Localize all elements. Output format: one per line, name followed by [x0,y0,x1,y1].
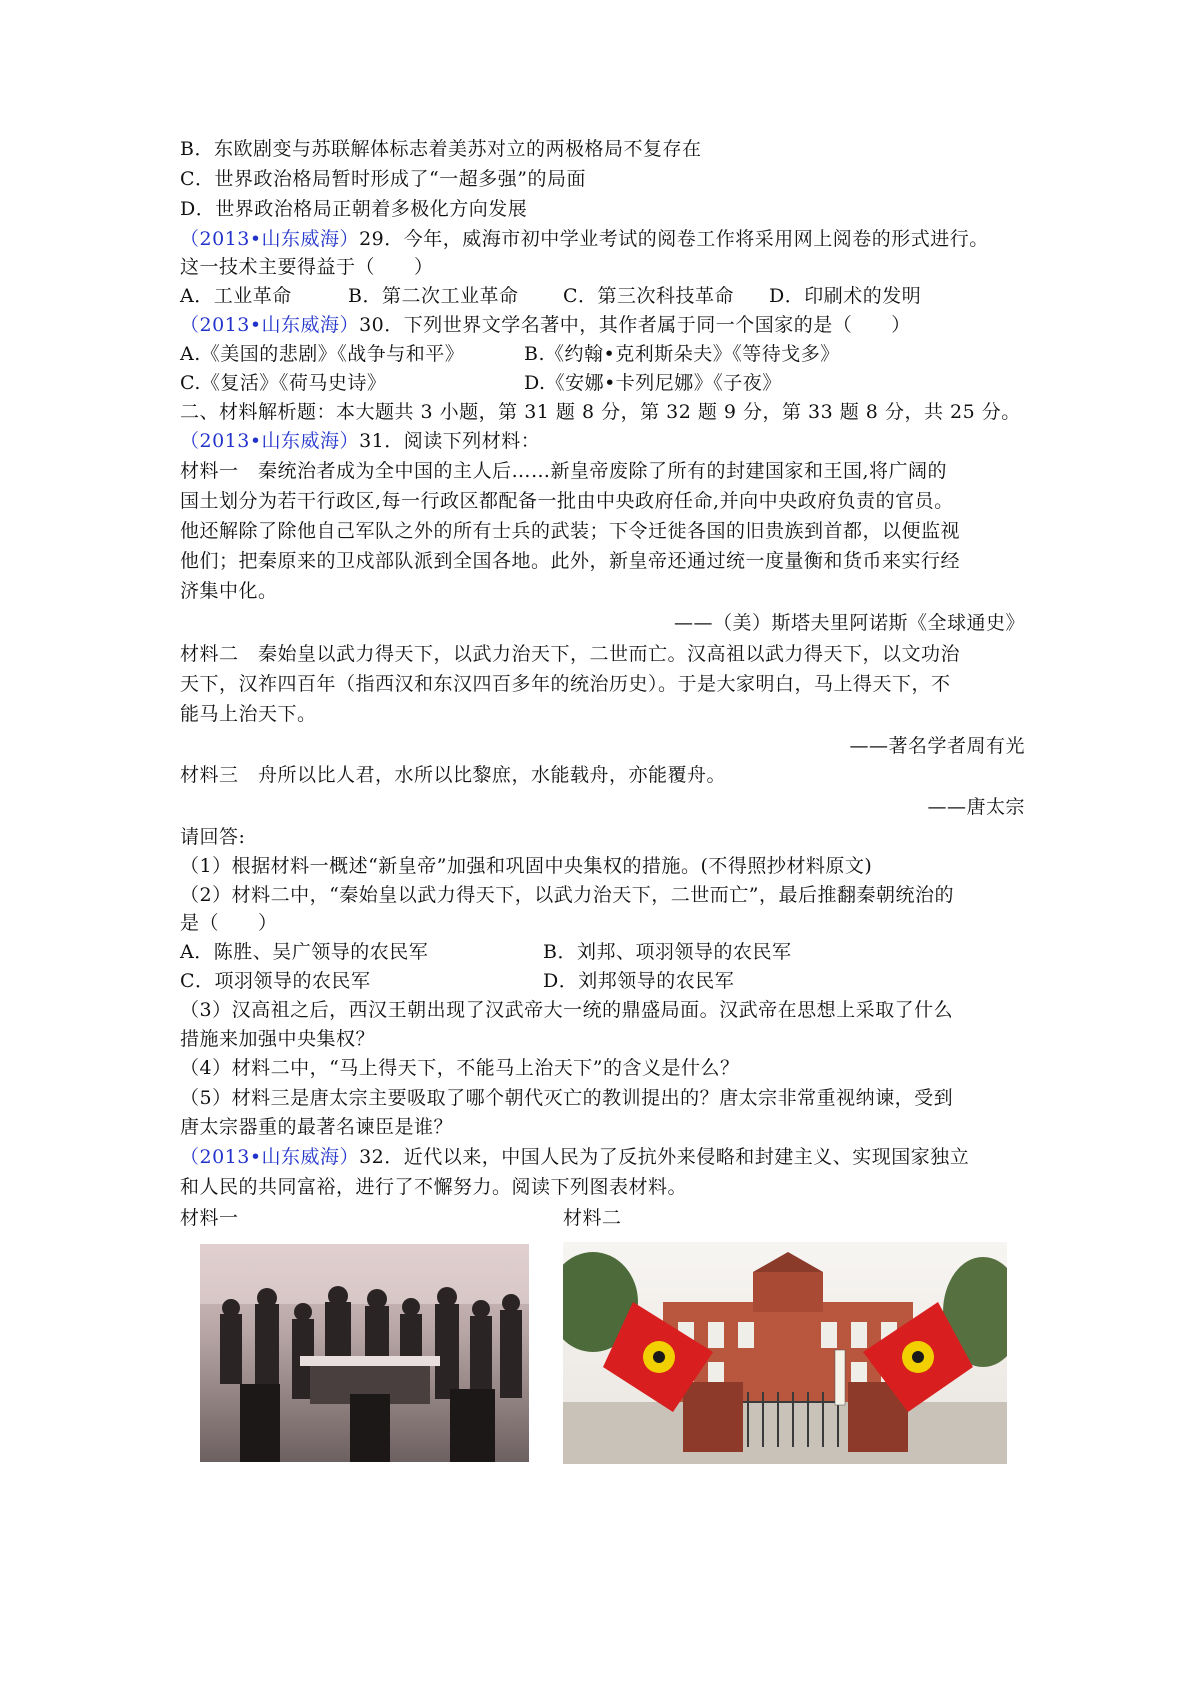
q28-option-b: B．东欧剧变与苏联解体标志着美苏对立的两极格局不复存在 [180,138,702,160]
q30-option-d: D.《安娜•卡列尼娜》《子夜》 [524,372,782,394]
q30-text: 30．下列世界文学名著中，其作者属于同一个国家的是（ ） [359,314,911,336]
q31-sub-1: （1）根据材料一概述“新皇帝”加强和巩固中央集权的措施。(不得照抄材料原文) [180,855,873,877]
q29-option-c: C．第三次科技革命 [563,285,735,307]
q31-material-1-source: ——（美）斯塔夫里阿诺斯《全球通史》 [673,612,1025,634]
q32-source: （2013•山东威海） [180,1146,360,1168]
museum-building-photo [563,1242,1007,1464]
q32-material-2-label: 材料二 [563,1207,622,1229]
q31-sub-2-option-c: C．项羽领导的农民军 [180,970,371,992]
q31-sub-4: （4）材料二中，“马上得天下，不能马上治天下”的含义是什么？ [180,1057,740,1079]
q31-material-2-source: ——著名学者周有光 [849,735,1025,757]
q31-material-3-source: ——唐太宗 [927,796,1025,818]
q31-material-1-line: 他还解除了除他自己军队之外的所有士兵的武装；下令迁徙各国的旧贵族到首都，以便监视 [180,520,961,542]
q31-ask: 请回答: [180,826,246,848]
q31-text: 31．阅读下列材料： [359,430,541,452]
q28-option-d: D．世界政治格局正朝着多极化方向发展 [180,198,528,220]
q29-option-b: B．第二次工业革命 [348,285,519,307]
q30-stem [180,310,1030,340]
q30-source: （2013•山东威海） [180,314,360,336]
q30-option-b: B.《约翰•克利斯朵夫》《等待戈多》 [524,343,840,365]
section-2-heading: 二、材料解析题：本大题共 3 小题，第 31 题 8 分，第 32 题 9 分，第 33 题 8 分，共 25 分。 [180,401,1021,423]
q31-sub-2: （2）材料二中，“秦始皇以武力得天下，以武力治天下，二世而亡”，最后推翻秦朝统治的 [180,884,955,906]
q31-material-3: 材料三 舟所以比人君，水所以比黎庶，水能载舟，亦能覆舟。 [180,764,727,786]
q31-material-1-line: 他们；把秦原来的卫戍部队派到全国各地。此外，新皇帝还通过统一度量衡和货币来实行经 [180,550,961,572]
q28-option-c: C．世界政治格局暂时形成了“一超多强”的局面 [180,168,586,190]
q32-stem-cont: 和人民的共同富裕，进行了不懈努力。阅读下列图表材料。 [180,1176,688,1198]
q29-option-d: D．印刷术的发明 [769,285,922,307]
q31-sub-5-cont: 唐太宗器重的最著名谏臣是谁？ [180,1116,454,1138]
q31-sub-2-option-a: A．陈胜、吴广领导的农民军 [180,941,429,963]
q31-material-2-line: 天下，汉祚四百年（指西汉和东汉四百多年的统治历史）。于是大家明白，马上得天下，不 [180,673,951,695]
q29-stem [180,224,1030,254]
q32-stem [180,1142,1030,1172]
q31-stem [180,426,1030,456]
q31-sub-5: （5）材料三是唐太宗主要吸取了哪个朝代灭亡的教训提出的？唐太宗非常重视纳谏，受到 [180,1087,954,1109]
q29-option-a: A．工业革命 [180,285,292,307]
q29-stem-cont: 这一技术主要得益于（ ） [180,256,434,278]
q32-text: 32．近代以来，中国人民为了反抗外来侵略和封建主义、实现国家独立 [359,1146,970,1168]
historical-group-photo [200,1244,529,1462]
q31-sub-3: （3）汉高祖之后，西汉王朝出现了汉武帝大一统的鼎盛局面。汉武帝在思想上采取了什么 [180,999,954,1021]
q31-sub-2-option-d: D．刘邦领导的农民军 [543,970,735,992]
q31-sub-2-cont: 是（ ） [180,912,278,934]
q31-source: （2013•山东威海） [180,430,360,452]
q30-option-a: A.《美国的悲剧》《战争与和平》 [180,343,465,365]
q31-sub-3-cont: 措施来加强中央集权？ [180,1028,376,1050]
q31-material-1-line: 国土划分为若干行政区,每一行政区都配备一批由中央政府任命,并向中央政府负责的官员。 [180,490,954,512]
q29-source: （2013•山东威海） [180,228,360,250]
q31-material-2-line: 材料二 秦始皇以武力得天下，以武力治天下，二世而亡。汉高祖以武力得天下，以文功治 [180,643,961,665]
q32-material-1-label: 材料一 [180,1207,239,1229]
q31-sub-2-option-b: B．刘邦、项羽领导的农民军 [543,941,792,963]
q31-material-1-line: 济集中化。 [180,580,278,602]
q31-material-1-line: 材料一 秦统治者成为全中国的主人后……新皇帝废除了所有的封建国家和王国,将广阔的 [180,460,948,482]
q31-material-2-line: 能马上治天下。 [180,703,317,725]
q30-option-c: C.《复活》《荷马史诗》 [180,372,387,394]
q29-text: 29．今年，威海市初中学业考试的阅卷工作将采用网上阅卷的形式进行。 [359,228,989,250]
